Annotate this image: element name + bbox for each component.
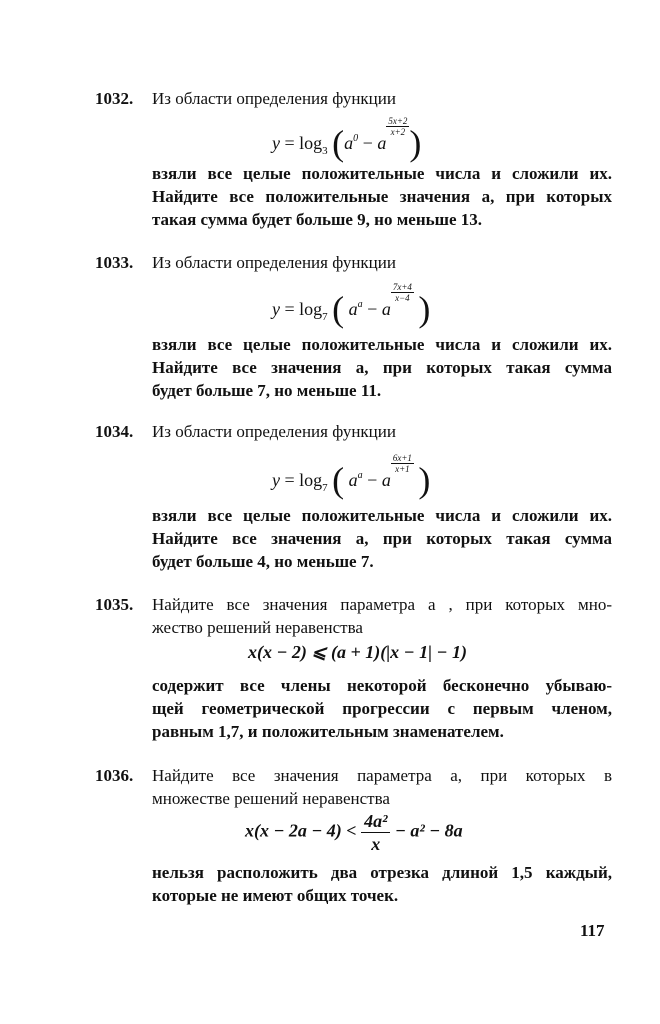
problem-intro: Найдите все значения параметра a, при которых в (152, 766, 612, 785)
problem-text: Найдите все значения a, при которых такая сумма (152, 358, 612, 377)
problem-number: 1033. (95, 253, 134, 272)
formula-1034 (272, 453, 430, 501)
problem-text: нельзя расположить два отрезка длиной 1,5 каждый, (152, 863, 612, 882)
paren-right: ) (409, 123, 422, 163)
paren-left: ( (332, 460, 345, 500)
formula-part: a (348, 299, 358, 319)
formula-part: x (371, 834, 381, 854)
problem-text: щей геометрической прогрессии с первым членом, (152, 699, 612, 718)
formula-part: = (284, 133, 295, 153)
formula-part: − (367, 470, 378, 490)
formula-part: 7 (322, 311, 328, 323)
exponent-fraction (386, 116, 409, 137)
problem-text: будет больше 4, но меньше 7. (152, 552, 374, 571)
problem-text: Найдите все значения a, при которых такая сумма (152, 529, 612, 548)
problem-text: которые не имеют общих точек. (152, 886, 399, 905)
formula-1033 (272, 282, 430, 330)
problem-text: взяли все целые положительные числа и сложили их. (152, 506, 612, 525)
formula-part: x+1 (395, 464, 410, 474)
formula-part: a (381, 470, 391, 490)
problem-intro: жество решений неравенства (152, 618, 363, 637)
formula-part: − (362, 133, 373, 153)
paren-right: ) (418, 289, 431, 329)
formula-part: log (299, 299, 323, 319)
formula-part: a (348, 470, 358, 490)
formula-part: y (272, 133, 280, 153)
problem-intro: Из области определения функции (152, 253, 396, 272)
formula-part: 6x+1 (392, 453, 412, 463)
formula-part: = (284, 470, 295, 490)
formula-part: log (299, 470, 323, 490)
formula-part: log (299, 133, 323, 153)
formula-part: 7x+4 (392, 282, 412, 292)
problem-text: такая сумма будет больше 9, но меньше 13. (152, 210, 483, 229)
formula-part: − a² − 8a (394, 820, 463, 841)
problem-number: 1034. (95, 422, 134, 441)
problem-intro: Из области определения функции (152, 422, 396, 441)
paren-left: ( (332, 123, 345, 163)
formula-part: a (381, 299, 391, 319)
problem-number: 1032. (95, 89, 134, 108)
formula-part: = (284, 299, 295, 319)
fraction (361, 810, 390, 855)
problem-text: Найдите все положительные значения a, при которых (152, 187, 612, 206)
exponent-fraction (391, 453, 414, 474)
problem-text: содержит все члены некоторой бесконечно убываю- (152, 676, 612, 695)
problem-number: 1036. (95, 766, 134, 785)
formula-part: 3 (322, 145, 328, 157)
paren-right: ) (418, 460, 431, 500)
formula-part: x+2 (390, 127, 406, 137)
problem-intro: Из области определения функции (152, 89, 396, 108)
problem-text: равным 1,7, и положительным знаменателем. (152, 722, 504, 741)
formula-part: 4a² (361, 810, 390, 833)
formula-1036 (245, 810, 463, 855)
formula-part: 7 (322, 482, 328, 494)
exponent-fraction (391, 282, 414, 303)
formula-part: a (357, 470, 363, 481)
formula-part: 0 (353, 133, 359, 144)
problem-text: взяли все целые положительные числа и сложили их. (152, 335, 612, 354)
formula-part: − (367, 299, 378, 319)
formula-part: y (272, 470, 280, 490)
problem-text: будет больше 7, но меньше 11. (152, 381, 382, 400)
paren-left: ( (332, 289, 345, 329)
problem-text: взяли все целые положительные числа и сложили их. (152, 164, 612, 183)
formula-part: a (377, 133, 387, 153)
formula-part: a (357, 299, 363, 310)
formula-1032 (272, 116, 421, 164)
problem-intro: множестве решений неравенства (152, 789, 390, 808)
formula-part: 5x+2 (388, 116, 408, 126)
problem-number: 1035. (95, 595, 134, 614)
formula-part: x−4 (395, 293, 410, 303)
formula-part: y (272, 299, 280, 319)
formula-part: x(x − 2a − 4) < (245, 820, 357, 841)
formula-1035: x(x − 2) ⩽ (a + 1)(|x − 1| − 1) (248, 642, 467, 662)
problem-intro: Найдите все значения параметра a , при которых мно- (152, 595, 612, 614)
formula-part: a (344, 133, 354, 153)
page-number: 117 (580, 921, 605, 940)
